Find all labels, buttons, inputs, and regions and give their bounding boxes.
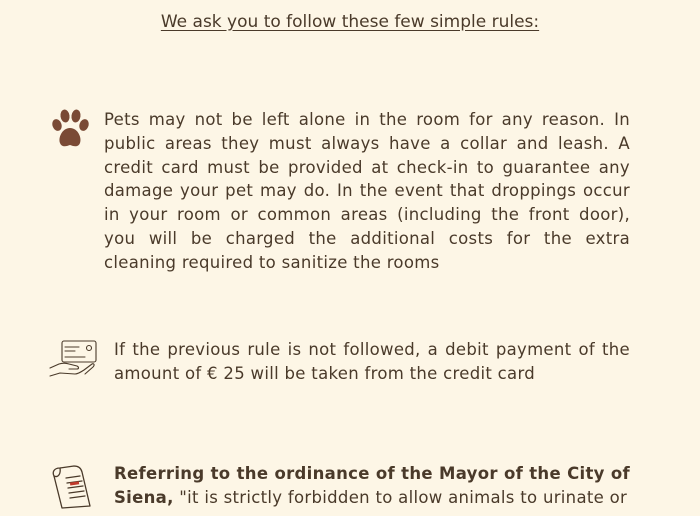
rule-pets-alone	[48, 108, 632, 275]
rules-heading: We ask you to follow these few simple rules:	[160, 12, 540, 32]
paw-icon	[48, 108, 92, 152]
ordinance-reference: Referring to the ordinance of the Mayor of the City of Siena,	[114, 464, 630, 507]
rule-text	[114, 462, 630, 510]
rule-text: If the previous rule is not followed, a debit payment of the amount of € 25 will be taken from the credit card	[114, 340, 630, 383]
ordinance-quote: "it is strictly forbidden to allow animals to urinate or	[173, 487, 628, 507]
rule-debit-payment	[48, 338, 632, 386]
rule-ordinance	[48, 462, 632, 512]
credit-card-hand-icon	[48, 338, 100, 380]
rule-text: Pets may not be left alone in the room for any reason. In public areas they must always have a collar and leash. A credit card must be provided at check-in to guarantee any damage your pet may do. In the event that droppings occur in your room or common areas (including the front door), you will be charged the additional costs for the extra cleaning required to sanitize the rooms	[104, 110, 630, 272]
ordinance-document-icon	[48, 462, 96, 512]
